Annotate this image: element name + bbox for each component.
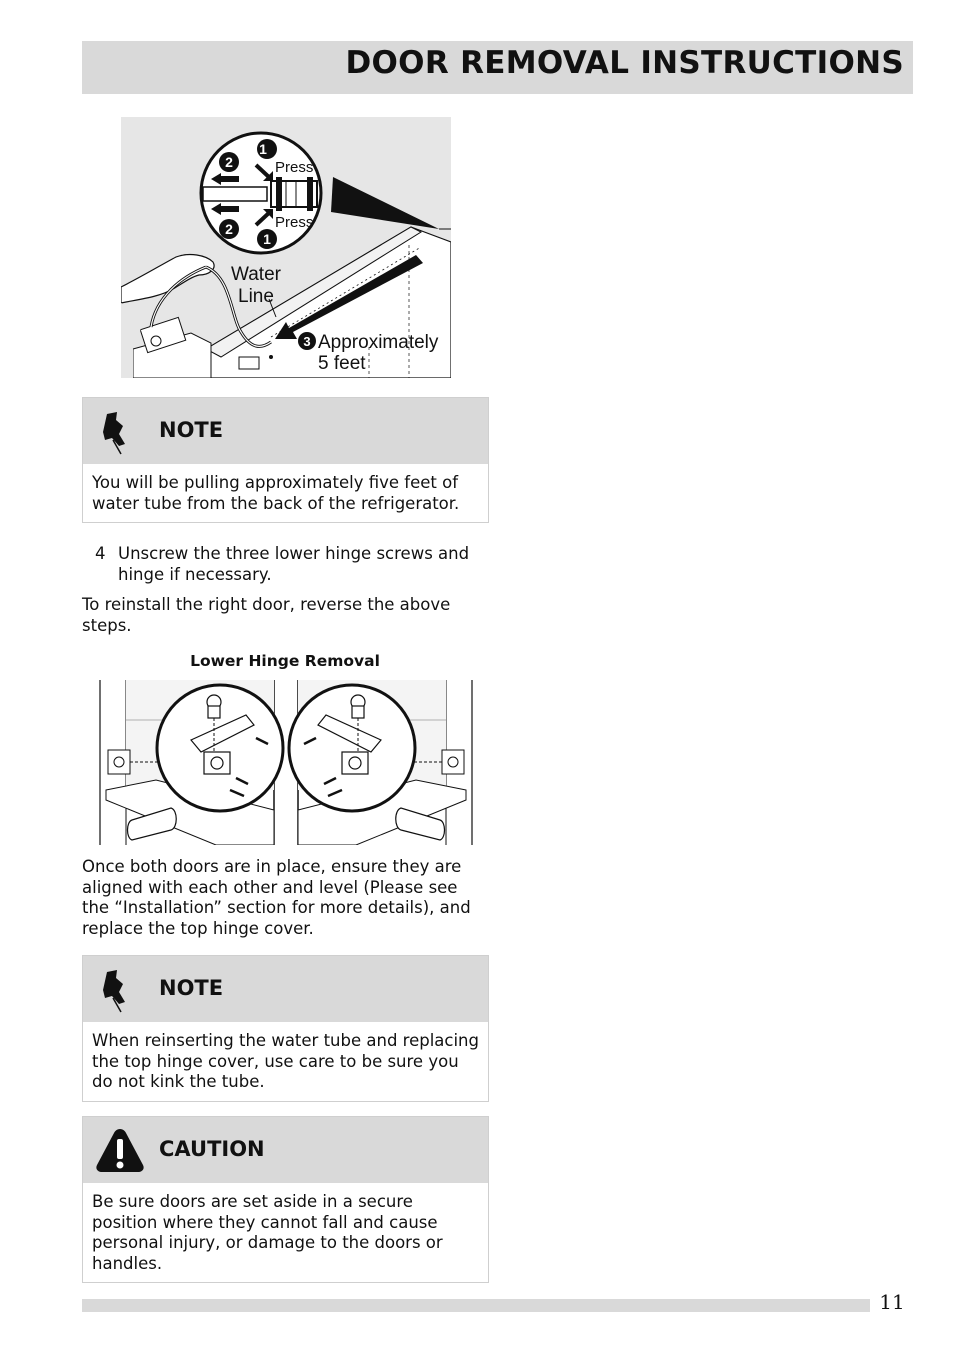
- alignment-paragraph: Once both doors are in place, ensure they are aligned with each other and level (Please see the “Installation” section for more details), and replace the top hinge cover.: [82, 857, 471, 938]
- badge-3: 3: [303, 334, 311, 349]
- badge-2-bottom: 2: [225, 221, 233, 237]
- approximately-label: Approximately: [318, 332, 439, 353]
- warning-triangle-icon: [95, 1127, 145, 1173]
- water-line-figure: [121, 117, 451, 378]
- pushpin-icon: [97, 968, 137, 1014]
- page-header: [82, 41, 913, 94]
- lower-hinge-figure: [96, 680, 476, 845]
- footer-bar: [82, 1299, 913, 1312]
- page-title: DOOR REMOVAL INSTRUCTIONS: [345, 45, 904, 81]
- note-box-2: [82, 955, 489, 1102]
- note-label: NOTE: [159, 976, 224, 1000]
- water-label: Water: [231, 264, 281, 285]
- caution-label: CAUTION: [159, 1137, 265, 1161]
- five-feet-label: 5 feet: [318, 353, 366, 374]
- caution-box: [82, 1116, 489, 1283]
- step-number: 4: [95, 544, 106, 563]
- press-top-label: Press: [275, 159, 314, 176]
- caution-text: Be sure doors are set aside in a secure position where they cannot fall and cause personal injury, or damage to the doors or handles.: [92, 1192, 443, 1273]
- pushpin-icon: [97, 410, 137, 456]
- caution-header: [83, 1117, 488, 1183]
- page-number: 11: [870, 1290, 914, 1314]
- press-bottom-label: Press: [275, 214, 314, 231]
- note-text: You will be pulling approximately five feet of water tube from the back of the refrigerator.: [92, 473, 460, 513]
- note-header: [83, 956, 488, 1022]
- badge-2-top: 2: [225, 154, 233, 170]
- badge-1-bottom: 1: [263, 231, 271, 247]
- note-text: When reinserting the water tube and replacing the top hinge cover, use care to be sure you do not kink the tube.: [92, 1031, 479, 1091]
- badge-1-top: 1: [259, 141, 267, 157]
- note-header: [83, 398, 488, 464]
- figure-caption: Lower Hinge Removal: [190, 652, 380, 670]
- note-label: NOTE: [159, 418, 224, 442]
- note-box-1: [82, 397, 489, 523]
- line-label: Line: [238, 286, 274, 307]
- reinstall-paragraph: To reinstall the right door, reverse the above steps.: [82, 595, 451, 635]
- step-text: Unscrew the three lower hinge screws and hinge if necessary.: [118, 544, 470, 584]
